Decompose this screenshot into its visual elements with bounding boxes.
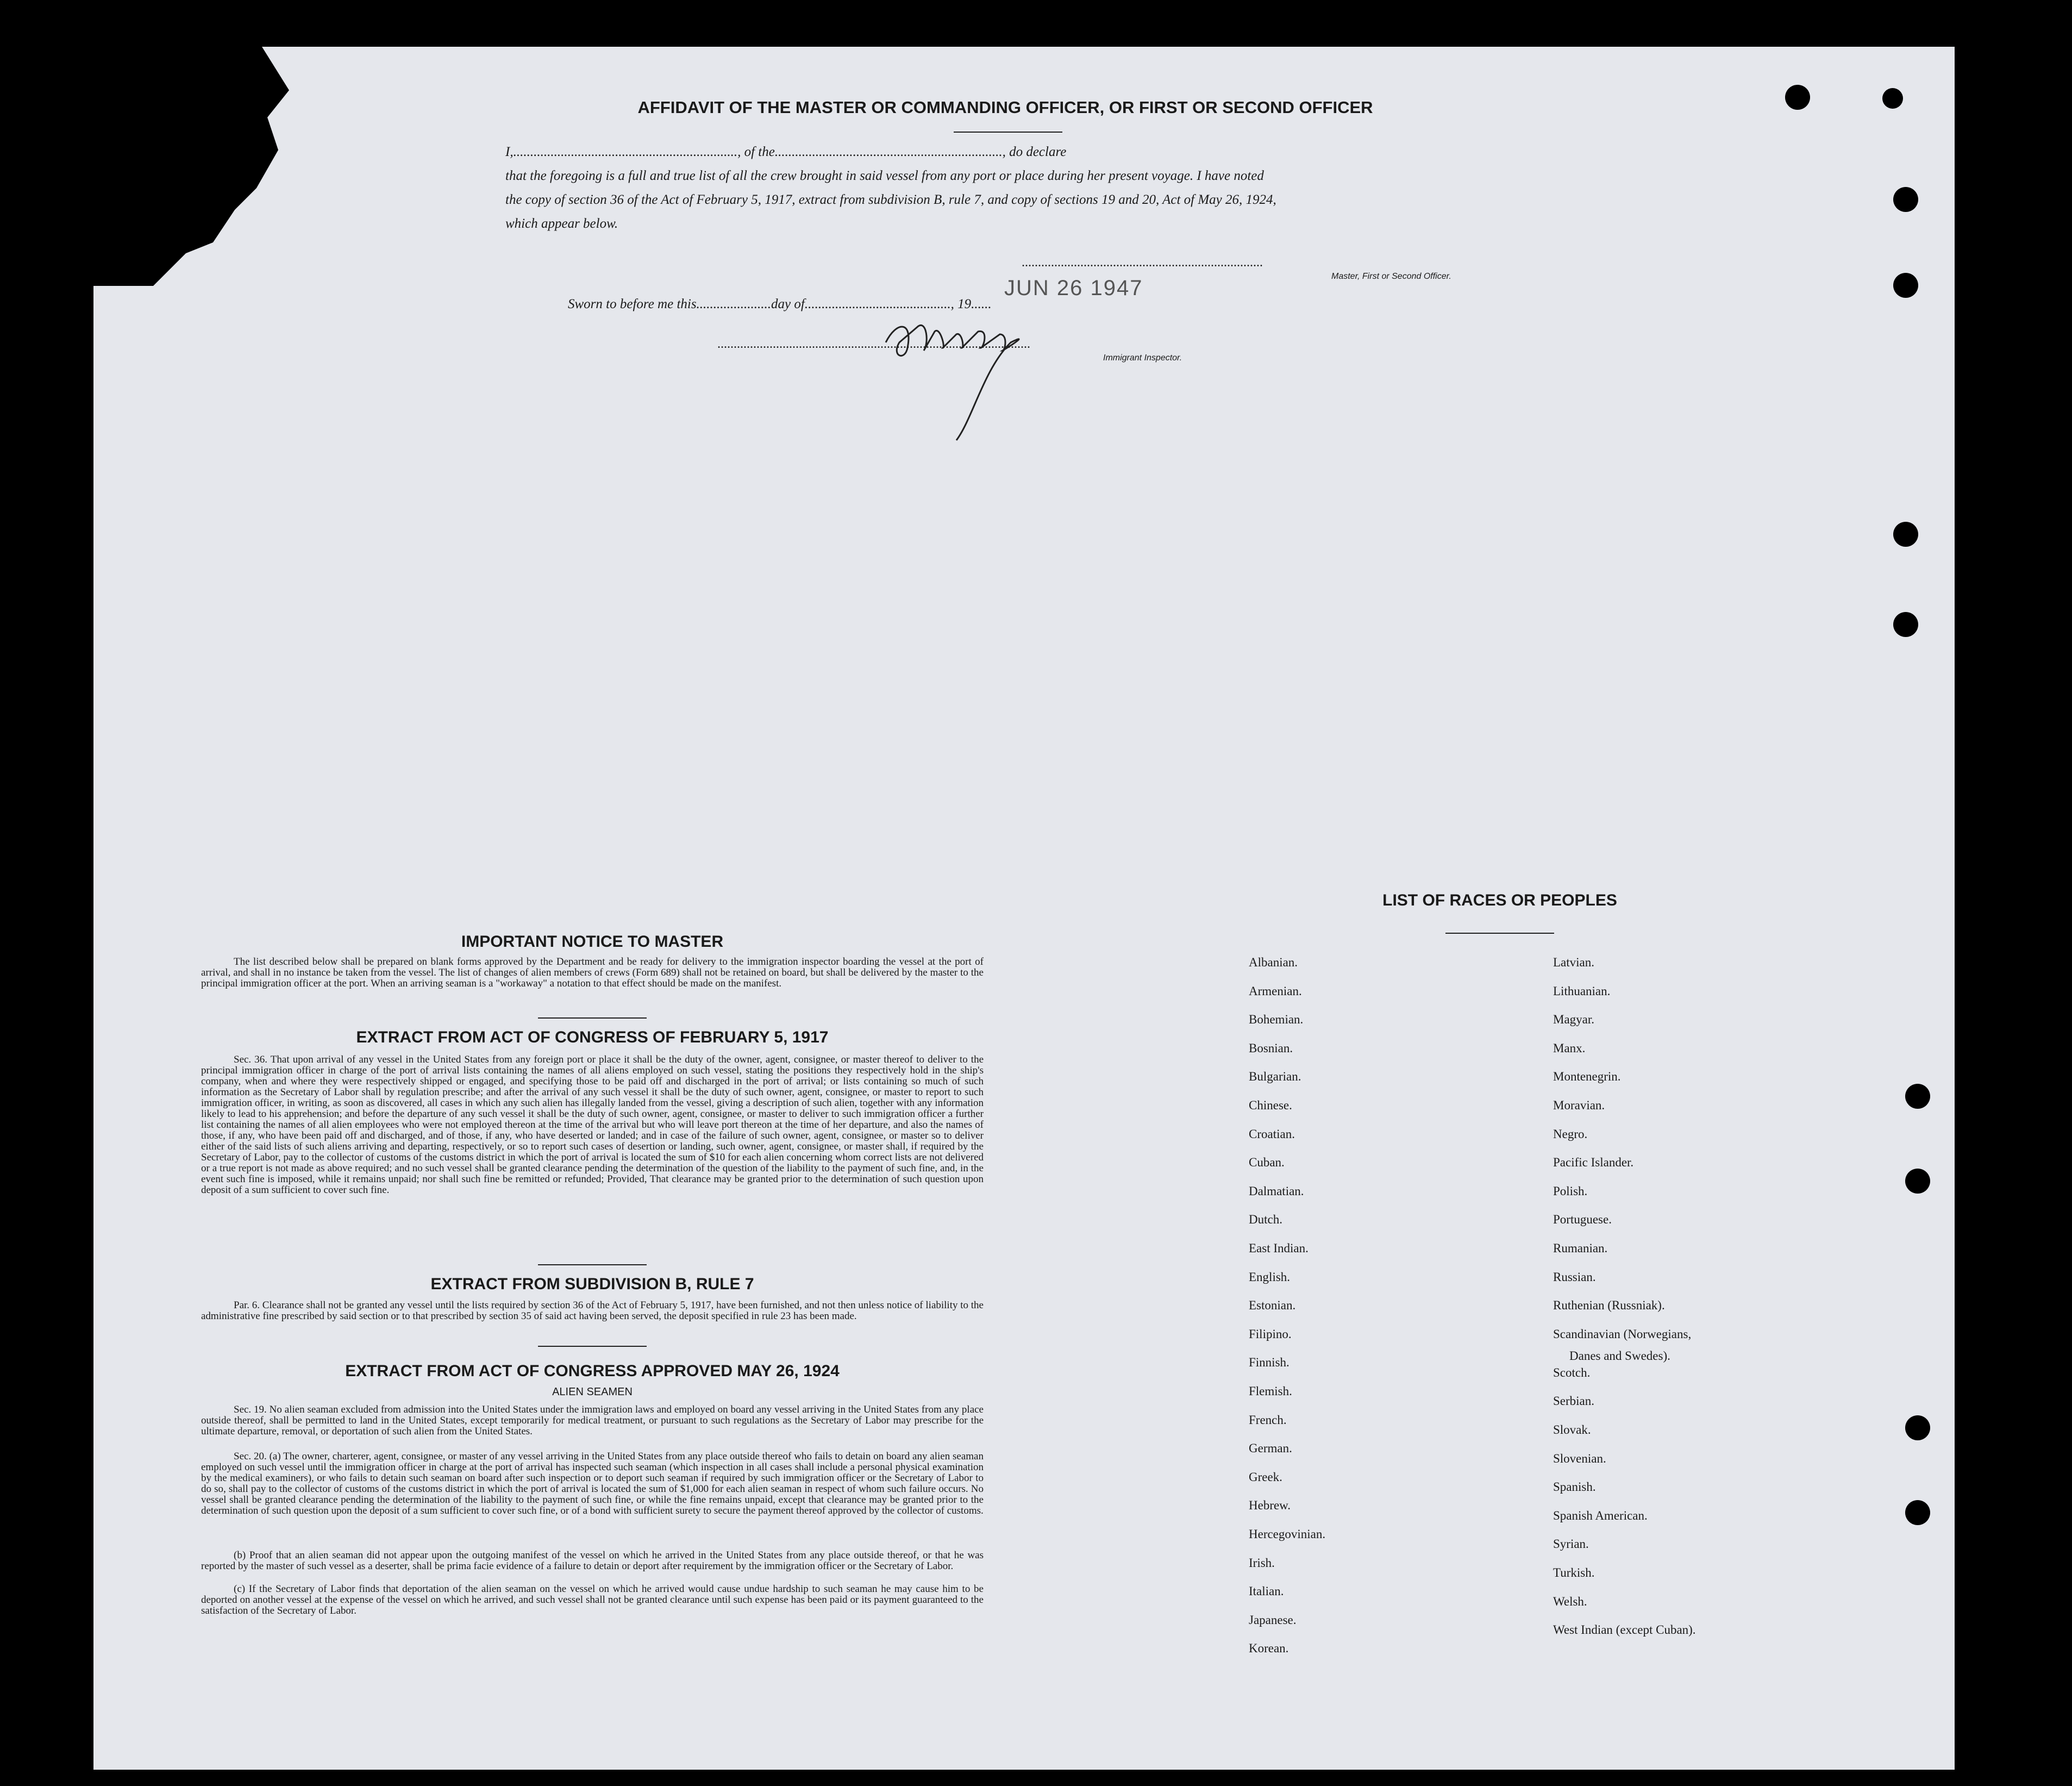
- race-item: German.: [1249, 1441, 1292, 1456]
- race-item: East Indian.: [1249, 1241, 1309, 1255]
- punch-hole: [1905, 1500, 1930, 1525]
- race-item: Moravian.: [1553, 1098, 1605, 1112]
- extract-rule7-text: Par. 6. Clearance shall not be granted any vessel until the lists required by section 36 of the Act of February 5, 1917, have been furnished, and not then unless notice of liability to the administrative fine prescribed by said section or to that prescribed by section 35 of said act having been served, the deposit specified in rule 23 has been made.: [201, 1300, 984, 1322]
- race-item: Russian.: [1553, 1270, 1596, 1284]
- race-item: Bohemian.: [1249, 1013, 1304, 1027]
- affidavit-line-3: the copy of section 36 of the Act of February 5, 1917, extract from subdivision B, rule 7, and copy of sections 19 and 20, Act of May 26, 1924,: [505, 192, 1276, 207]
- affidavit-line-1: I,.................................................................., of the..................................................................., do declare: [505, 145, 1067, 159]
- extract-1917-text: Sec. 36. That upon arrival of any vessel in the United States from any foreign port or place it shall be the duty of the owner, agent, consignee, or master thereof to deliver to the principal immigration officer in charge of the port of arrival lists containing the names of all aliens employed on such vessel, stating the positions they respectively hold in the ship's company, when and where they were respectively shipped or engaged, and specifying those to be paid off and discharged in the port of arrival; or lists containing so much of such information as the Secretary of Labor shall by regulation prescribe; and after the arrival of any such vessel it shall be the duty of such owner, agent, consignee, or master to report to such immigration officer, in writing, as soon as discovered, all cases in which any such alien has illegally landed from the vessel, giving a description of such alien, together with any information likely to lead to his apprehension; and before the departure of any such vessel it shall be the duty of such owner, agent, consignee, or master to deliver to such immigration officer a further list containing the names of all alien employees who were not employed thereon at the time of the arrival but who will leave port thereon at the time of her departure, and also the names of those, if any, who have been paid off and discharged, and of those, if any, who have deserted or landed; and in case of the failure of such owner, agent, consignee, or master so to deliver either of the said lists of such aliens arriving and departing, respectively, or so to report such cases of desertion or landing, such owner, agent, consignee, or master shall, if required by the Secretary of Labor, pay to the collector of customs of the customs district in which the port of arrival is located the sum of $10 for each alien concerning whom correct lists are not delivered or a true report is not made as above required; and no such vessel shall be granted clearance pending the determination of the question of the liability to the payment of such fine, and, in the event such fine is imposed, while it remains unpaid; nor shall such fine be remitted or refunded; Provided, That clearance may be granted prior to the determination of such question upon deposit of a sum sufficient to cover such fine.: [201, 1054, 984, 1196]
- race-item: Greek.: [1249, 1470, 1282, 1484]
- race-item: Scandinavian (Norwegians,: [1553, 1327, 1692, 1341]
- race-item: English.: [1249, 1270, 1291, 1284]
- sworn-line: Sworn to before me this......................day of..........................................., 19......: [568, 297, 992, 311]
- race-item: Finnish.: [1249, 1356, 1289, 1370]
- race-item: Serbian.: [1553, 1394, 1595, 1408]
- extract-1924-subtitle: ALIEN SEAMEN: [552, 1386, 633, 1398]
- race-item: Dutch.: [1249, 1213, 1282, 1227]
- punch-hole: [1905, 1169, 1930, 1194]
- race-item: West Indian (except Cuban).: [1553, 1623, 1696, 1637]
- punch-hole: [1785, 85, 1810, 110]
- races-title: LIST OF RACES OR PEOPLES: [1382, 891, 1617, 909]
- race-item: Spanish.: [1553, 1480, 1596, 1494]
- race-item: Slovak.: [1553, 1423, 1591, 1437]
- race-item: Croatian.: [1249, 1127, 1295, 1141]
- race-item: Albanian.: [1249, 956, 1298, 969]
- race-item: Latvian.: [1553, 956, 1594, 969]
- race-item: Japanese.: [1249, 1613, 1297, 1627]
- race-item: Filipino.: [1249, 1327, 1292, 1341]
- race-item: Turkish.: [1553, 1566, 1595, 1579]
- race-item: Portuguese.: [1553, 1213, 1612, 1227]
- race-item: Welsh.: [1553, 1594, 1587, 1608]
- punch-hole: [1905, 1415, 1930, 1440]
- race-item: Syrian.: [1553, 1537, 1589, 1551]
- race-item: French.: [1249, 1413, 1287, 1427]
- affidavit-title: AFFIDAVIT OF THE MASTER OR COMMANDING OFFICER, OR FIRST OR SECOND OFFICER: [637, 98, 1373, 117]
- master-label: Master, First or Second Officer.: [1331, 272, 1451, 281]
- divider: [538, 1264, 647, 1265]
- race-item: Korean.: [1249, 1641, 1289, 1656]
- race-item: Rumanian.: [1553, 1241, 1608, 1255]
- inspector-label: Immigrant Inspector.: [1103, 353, 1182, 363]
- race-item: Irish.: [1249, 1556, 1275, 1570]
- sec-19-text: Sec. 19. No alien seaman excluded from admission into the United States under the immigration laws and employed on board any vessel arriving in the United States from any place outside thereof, shall be permitted to land in the United States, except temporarily for medical treatment, or pursuant to such regulations as the Secretary of Labor may prescribe for the ultimate departure, removal, or deportation of such alien from the United States.: [201, 1404, 984, 1437]
- race-item: Spanish American.: [1553, 1508, 1648, 1522]
- race-item: Pacific Islander.: [1553, 1156, 1634, 1170]
- race-item: Hercegovinian.: [1249, 1527, 1326, 1541]
- punch-hole: [1893, 612, 1918, 637]
- notice-title: IMPORTANT NOTICE TO MASTER: [461, 933, 724, 951]
- date-stamp: JUN 26 1947: [1004, 276, 1143, 300]
- race-item: Hebrew.: [1249, 1498, 1291, 1513]
- affidavit-line-4: which appear below.: [505, 216, 618, 231]
- divider: [538, 1017, 647, 1019]
- race-item: Polish.: [1553, 1184, 1588, 1198]
- divider: [954, 132, 1062, 133]
- race-item: Cuban.: [1249, 1156, 1285, 1170]
- race-item: Negro.: [1553, 1127, 1588, 1141]
- punch-hole: [1893, 273, 1918, 298]
- punch-hole: [1893, 522, 1918, 547]
- race-item: Manx.: [1553, 1041, 1586, 1055]
- race-item: Scotch.: [1553, 1365, 1591, 1379]
- race-item: Italian.: [1249, 1584, 1284, 1598]
- race-item: Armenian.: [1249, 984, 1302, 998]
- sec-20c-text: (c) If the Secretary of Labor finds that deportation of the alien seaman on the vessel on which he arrived would cause undue hardship to such seaman he may cause him to be deported on another vessel at the expense of the vessel on which he arrived, and such vessel shall not be granted clearance until such expense has been paid or its payment guaranteed to the satisfaction of the Secretary of Labor.: [201, 1583, 984, 1616]
- race-item: Chinese.: [1249, 1098, 1292, 1112]
- extract-1917-title: EXTRACT FROM ACT OF CONGRESS OF FEBRUARY 5, 1917: [356, 1028, 829, 1046]
- divider: [538, 1346, 647, 1347]
- affidavit-line-2: that the foregoing is a full and true list of all the crew brought in said vessel from any port or place during her present voyage. I have noted: [505, 168, 1264, 183]
- race-item: Ruthenian (Russniak).: [1553, 1298, 1665, 1313]
- notice-text: The list described below shall be prepared on blank forms approved by the Department and be ready for delivery to the immigration inspector boarding the vessel at the port of arrival, and shall in no instance be taken from the vessel. The list of changes of alien members of crews (Form 689) shall not be retained on board, but shall be delivered by the master to the principal immigration officer at the port. When an arriving seaman is a "workaway" a notation to that effect should be made on the manifest.: [201, 956, 984, 989]
- race-item: Flemish.: [1249, 1384, 1292, 1398]
- race-item: Dalmatian.: [1249, 1184, 1304, 1198]
- torn-corner: [93, 47, 289, 286]
- race-item: Danes and Swedes).: [1569, 1349, 1670, 1363]
- inspector-signature-line: ................................................................................................: [717, 337, 1030, 351]
- inspector-signature: [875, 310, 1049, 446]
- race-item: Estonian.: [1249, 1298, 1296, 1313]
- extract-rule7-title: EXTRACT FROM SUBDIVISION B, RULE 7: [430, 1275, 754, 1293]
- race-item: Lithuanian.: [1553, 984, 1611, 998]
- punch-hole: [1905, 1084, 1930, 1109]
- race-item: Montenegrin.: [1553, 1070, 1621, 1084]
- divider: [1445, 933, 1554, 934]
- extract-1924-title: EXTRACT FROM ACT OF CONGRESS APPROVED MAY 26, 1924: [345, 1362, 840, 1380]
- race-item: Magyar.: [1553, 1013, 1595, 1027]
- race-item: Bulgarian.: [1249, 1070, 1301, 1084]
- sec-20a-text: Sec. 20. (a) The owner, charterer, agent, consignee, or master of any vessel arriving in the United States from any place outside thereof who fails to detain on board any alien seaman employed on such vessel until the immigration officer in charge at the port of arrival has inspected such seaman (which inspection in all cases shall include a personal physical examination by the medical examiners), or who fails to detain such seaman on board after such inspection or to deport such seaman if required by such immigration officer or the Secretary of Labor to do so, shall pay to the collector of customs of the customs district in which the port of arrival is located the sum of $1,000 for each alien seaman in respect of whom such failure occurs. No vessel shall be granted clearance pending the determination of the liability to the payment of such fine, or while the fine remains unpaid, except that clearance may be granted prior to the determination of such question upon the deposit of a sum sufficient to cover such fine, or of a bond with sufficient surety to secure the payment thereof approved by the collector of customs.: [201, 1451, 984, 1516]
- sec-20b-text: (b) Proof that an alien seaman did not appear upon the outgoing manifest of the vessel on which he arrived in the United States from any place outside thereof, or that he was reported by the master of such vessel as a deserter, shall be prima facie evidence of a failure to detain or deport after requirement by the immigration officer or the Secretary of Labor.: [201, 1550, 984, 1572]
- punch-hole: [1882, 88, 1903, 109]
- punch-hole: [1893, 187, 1918, 212]
- race-item: Bosnian.: [1249, 1041, 1293, 1055]
- race-item: Slovenian.: [1553, 1451, 1606, 1465]
- master-signature-line: ..........................................................................: [1022, 255, 1263, 270]
